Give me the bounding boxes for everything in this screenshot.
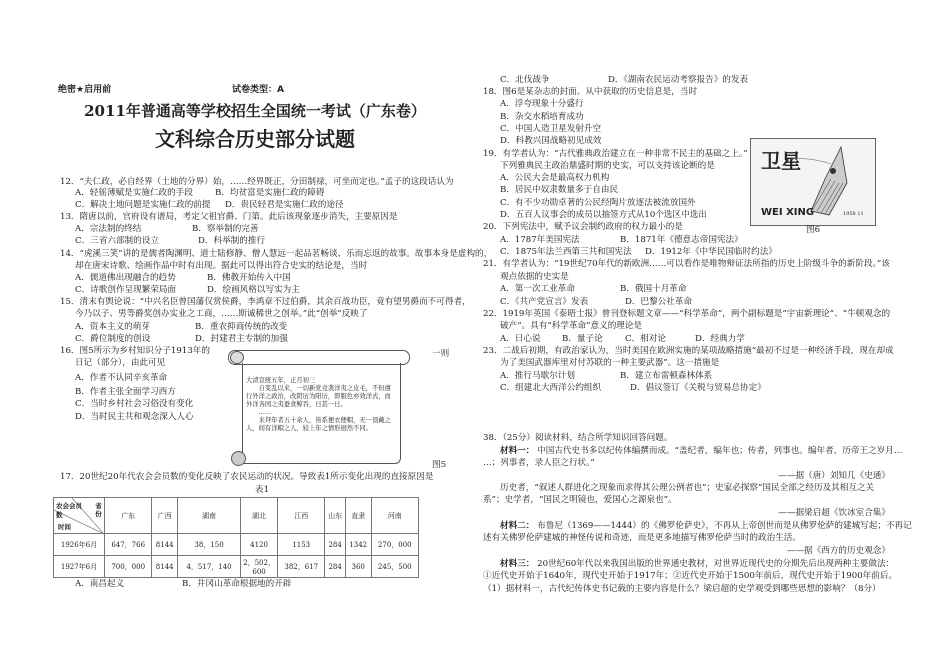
q38-material-2-cont: 述有关佛罗伦萨建城的神怪传说和奇迹，而是更多地描写佛罗伦萨当时的政治生活。: [483, 533, 801, 543]
material-label: 材料一：: [500, 446, 535, 456]
q12-option-c: C．解决土地问题是实施仁政的前提: [75, 200, 211, 210]
q23-stem-cont: 为了美国武器库里对付苏联的一种主要武器”。这一措施是: [500, 358, 720, 368]
cell: 284: [325, 534, 345, 556]
cell: 8144: [152, 556, 178, 578]
figure-5-diary-scroll: [228, 350, 408, 465]
cell: 8144: [152, 534, 178, 556]
q14-option-b: B．佛教开始传入中国: [207, 273, 291, 283]
cell: 1342: [345, 534, 371, 556]
q15-option-a: A．资本主义的萌芽: [75, 322, 150, 332]
diary-line: ……: [246, 409, 272, 416]
q22-stem-cont: 破产”。具有“科学革命”意义的理论是: [500, 321, 643, 331]
q22-option-c: C．相对论: [625, 334, 666, 344]
q15-option-c: C．爵位制度的创设: [75, 334, 151, 344]
cell: 270，000: [371, 534, 418, 556]
q23-option-d: D．倡议签订《关税与贸易总协定》: [630, 383, 766, 393]
q22-stem: 22．1919年英国《泰晤士报》曾刊登标题文章——“科学革命”，两个副标题是“宇宙新理论”、“牛顿观念的: [483, 309, 891, 319]
q21-stem-cont: 观点依据的史实是: [500, 272, 569, 282]
q15-option-b: B．重农抑商传统的改变: [195, 322, 288, 332]
q22-option-a: A．日心说: [500, 334, 541, 344]
corner-time: 时间: [58, 523, 71, 531]
q16-option-a: A．作者不认同辛亥革命: [75, 373, 168, 383]
q14-option-c: C．诗歌创作呈现繁荣局面: [75, 285, 177, 295]
q12-option-a: A．轻徭薄赋是实施仁政的手段: [75, 188, 193, 198]
cell: 647，766: [105, 534, 152, 556]
material-text: 中国古代史书多以纪传体编撰而成。“盖纪者，编年也；传者，列事也。编年者，历帝王之岁月…: [537, 446, 903, 456]
q16-stem-cont: 日记（部分），由此可见: [75, 358, 166, 368]
q18-option-c: C．中国人造卫星发射升空: [500, 124, 602, 134]
q19-option-c: C．有不少功勋卓著的公民经陶片放逐法被流放国外: [500, 198, 696, 208]
q38-material-1-source: ——据（唐）刘知几《史通》: [778, 471, 890, 481]
figure-6-label: 图6: [806, 225, 821, 235]
q17-option-d: D．《湖南农民运动考察报告》的发表: [608, 75, 749, 85]
cell: 4，517，140: [178, 556, 241, 578]
col-header: 广西: [152, 498, 178, 534]
figure-6-magazine-cover: [750, 138, 876, 226]
diary-line: 来拜年者五十余人，皆系便衣便帽，无一顶戴之人，间有洋帽之人，较上年之情形迥然不同。: [246, 417, 391, 432]
q38-material-1: [500, 446, 902, 457]
q20-option-c: C．1875年法兰西第三共和国宪法: [500, 247, 632, 257]
col-header: 江西: [278, 498, 325, 534]
cell: 382，617: [278, 556, 325, 578]
figure-5-label: 图5: [432, 460, 447, 470]
col-header: 河南: [371, 498, 418, 534]
paper-title: 文科综合历史部分试题: [155, 127, 355, 151]
cell: 700，000: [105, 556, 152, 578]
q18-option-a: A．浮夸现象十分盛行: [500, 99, 584, 109]
q14-stem-cont: 却在唐宋诗歌、绘画作品中时有出现。据此可以得出符合史实的结论是，当时: [75, 261, 368, 271]
q17-option-a: A．南昌起义: [75, 579, 125, 589]
cell: 284: [325, 556, 345, 578]
q18-option-b: B．杂交水稻培育成功: [500, 112, 584, 122]
cell: 4120: [241, 534, 278, 556]
table-1-peasant-association-members: [53, 497, 419, 578]
diary-text: [246, 377, 396, 433]
cell: 1153: [278, 534, 325, 556]
q14-option-d: D．绘画风格以写实为主: [207, 285, 300, 295]
q19-option-a: A．公民大会是最高权力机构: [500, 173, 610, 183]
q38-material-1b: 历史者，“叙述人群进化之现象而求得其公理公例者也”；史家必探察“国民全部之经历及其相互之关: [500, 483, 875, 493]
q12-stem: 12．“夫仁政，必自经界（土地的分界）始，……经界既正，分田制禄，可坐而定也。”孟子的这段话认为: [60, 177, 454, 187]
cell: 2，502，600: [241, 556, 278, 578]
diary-line: 自变乱以来，一切新党竞袭洋夷之皮毛，不但遵行外洋之政治，改阴历为阳历，即服色亦效洋式，而外洋各国之夷蚕食鲸吞，日甚一日。: [246, 385, 391, 408]
q19-option-d: D．五百人议事会的成员以抽签方式从10个选区中选出: [500, 210, 707, 220]
q21-option-b: B．俄国十月革命: [620, 284, 687, 294]
col-header: 直隶: [345, 498, 371, 534]
q20-option-d: D．1912年《中华民国临时约法》: [645, 247, 777, 257]
q38-material-3: [500, 559, 894, 570]
q38-material-3-cont: ①近代史开始于1640年，现代史开始于1917年；②近代史开始于1500年前后，现代史开始于1900年前后。: [483, 571, 898, 581]
q20-option-b: B．1871年《德意志帝国宪法》: [620, 235, 743, 245]
q22-option-b: B．量子论: [562, 334, 603, 344]
q13-option-b: B．察举制的完善: [192, 224, 259, 234]
q23-option-b: B．建立布雷顿森林体系: [620, 371, 713, 381]
q21-option-c: C．《共产党宣言》发表: [500, 297, 589, 307]
cover-name: WEI XING: [761, 207, 815, 218]
q21-option-a: A．第一次工业革命: [500, 284, 575, 294]
q19-stem-cont: 下列雅典民主政治鼎盛时期的史实，可以支持该论断的是: [500, 161, 715, 171]
q38-stem: 38．（25分）阅读材料，结合所学知识回答问题。: [483, 433, 673, 443]
q13-stem: 13．隋唐以前，官府设有谱局，考定父祖官爵、门第。此后该现象逐步消失，主要原因是: [60, 212, 398, 222]
cell: 38，150: [178, 534, 241, 556]
q19-option-b: B．居民中奴隶数量多于自由民: [500, 185, 619, 195]
q23-option-c: C．组建北大西洋公约组织: [500, 383, 602, 393]
table-corner-header: [54, 498, 105, 534]
q18-stem: 18．图6是某杂志的封面。从中获取的历史信息是，当时: [483, 87, 698, 97]
q38-material-1b-cont: 系”；史学者，“国民之明镜也，爱国心之源泉也”。: [483, 495, 677, 505]
cell: 360: [345, 556, 371, 578]
q13-option-d: D．科举制的推行: [198, 236, 266, 246]
q12-option-d: D．贵民轻君是实施仁政的途径: [225, 200, 344, 210]
q15-stem: 15．清末有舆论说：“中兴名臣曾国藩仅赏侯爵，李鸿章不过伯爵，其余百战功臣，竟有望男爵而不可得者，: [60, 297, 471, 307]
col-header: 广东: [105, 498, 152, 534]
q23-option-a: A．推行马歇尔计划: [500, 371, 575, 381]
cell: 245，500: [371, 556, 418, 578]
q16-option-b: B．作者主张全面学习西方: [75, 387, 176, 397]
diary-line: 大清宣统五年，正月初三: [246, 377, 316, 384]
cover-date: 1958 11: [843, 211, 864, 217]
material-label: 材料二：: [500, 521, 535, 531]
col-header: 湖南: [178, 498, 241, 534]
q15-option-d: D．封建君主专制的加强: [195, 334, 288, 344]
q20-option-a: A．1787年美国宪法: [500, 235, 580, 245]
q23-stem: 23．二战后初期，有政治家认为，当时美国在欧洲实施的某项战略措施“最初不过是一种经济手段，现在却成: [483, 346, 894, 356]
table-row: [54, 534, 419, 556]
confidential-label: 绝密★启用前: [58, 85, 112, 95]
q14-stem: 14．“虎溪三笑”讲的是儒者陶渊明、道士陆修静、僧人慧远一起品茗畅谈、乐而忘返的故事。故事本身是虚构的，: [60, 249, 493, 259]
corner-members: 农会会员数: [56, 502, 82, 519]
q38-material-1b-source: ——据梁启超《饮冰室合集》: [778, 508, 890, 518]
q13-option-c: C．三省六部制的设立: [75, 236, 159, 246]
q13-option-a: A．宗法制的终结: [75, 224, 142, 234]
q21-option-d: D．巴黎公社革命: [625, 297, 693, 307]
exam-title: 2011年普通高等学校招生全国统一考试（广东卷）: [84, 102, 426, 120]
q17-stem: 17．20世纪20年代农会会员数的变化反映了农民运动的状况。导致表1所示变化出现的直接原因是: [60, 472, 434, 482]
scroll-curl-icon: [231, 451, 246, 466]
row-time: 1927年6月: [54, 556, 105, 578]
q14-option-a: A．儒道佛出现融合的趋势: [75, 273, 176, 283]
q16-stem-tail: 一则: [432, 349, 450, 359]
q15-stem-cont: 今乃以子、男等爵奖创办实业之工商，……斯诚稀世之创举。”此“创举”反映了: [75, 309, 368, 319]
q22-option-d: D．经典力学: [695, 334, 745, 344]
q16-option-d: D．当时民主共和观念深入人心: [75, 412, 194, 422]
q21-stem: 21．有学者认为：“19世纪70年代的新欧洲……可以看作是唯物辩证法所指的历史上阶级斗争的新阶段。”该: [483, 259, 890, 269]
q19-stem: 19．有学者认为：“古代雅典政治建立在一种非常不民主的基础之上。”: [483, 149, 748, 159]
table-1-caption: 表1: [255, 485, 270, 495]
q16-option-c: C．当时乡村社会习俗没有变化: [75, 399, 194, 409]
col-header: 湖北: [241, 498, 278, 534]
q16-stem: 16．图5所示为乡村知识分子1913年的: [60, 346, 210, 356]
q12-option-b: B．均贫富是实施仁政的障碍: [215, 188, 325, 198]
q38-material-2: [500, 521, 912, 532]
material-text: 布鲁尼（1369——1444）的《佛罗伦萨史》，不再从上帝创世而是从佛罗伦萨的建城写起；不再记: [537, 521, 912, 531]
corner-province: 省份: [95, 502, 102, 518]
q17-option-c: C．北伐战争: [500, 75, 550, 85]
col-header: 山东: [325, 498, 345, 534]
q38-material-2-source: ——据《西方的历史观念》: [786, 546, 890, 556]
q18-option-d: D．科教兴国战略初见成效: [500, 136, 602, 146]
q38-material-1-cont: …；列事者，录人臣之行状。”: [483, 458, 595, 468]
table-row: [54, 556, 419, 578]
material-text: 20世纪60年代以来我国出版的世界通史教材，对世界近现代史的分期先后出现两种主要做法：: [537, 559, 895, 569]
material-label: 材料三：: [500, 559, 535, 569]
cover-title: 卫星: [761, 149, 801, 173]
row-time: 1926年6月: [54, 534, 105, 556]
paper-type: 试卷类型：A: [232, 85, 284, 95]
q20-stem: 20．下列宪法中，赋予议会制约政府的权力最小的是: [483, 222, 683, 232]
q38-subquestion-1: （1）据材料一，古代纪传体史书记载的主要内容是什么？梁启超的史学观受到哪些思想的影响？（8分）: [483, 584, 881, 594]
q17-option-b: B．井冈山革命根据地的开辟: [182, 579, 292, 589]
